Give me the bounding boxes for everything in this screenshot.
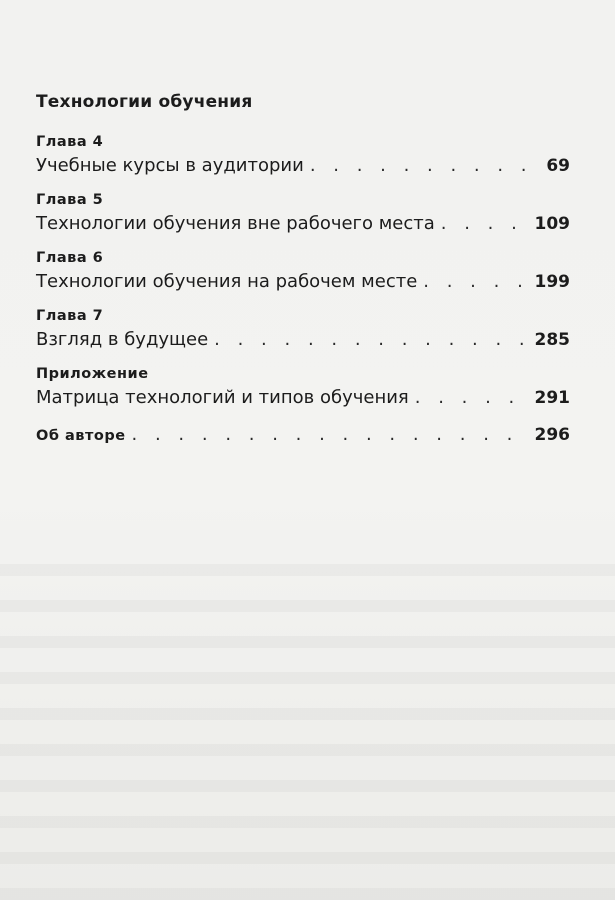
toc-line (36, 213, 570, 234)
toc-entry-about-author (36, 424, 570, 445)
page-number: 296 (534, 425, 570, 445)
toc-line (36, 271, 570, 292)
chapter-title: Взгляд в будущее (36, 329, 209, 350)
page-number: 69 (546, 156, 570, 176)
chapter-label: Глава 6 (36, 250, 104, 266)
dot-leader (132, 424, 529, 445)
chapter-title: Технологии обучения на рабочем месте (36, 271, 418, 292)
toc-entry-chapter-5 (36, 192, 570, 234)
appendix-label: Приложение (36, 366, 149, 382)
dot-leader (423, 271, 528, 292)
dot-leader (441, 213, 529, 234)
bleed-through-text (0, 540, 615, 900)
section-title: Технологии обучения (36, 92, 253, 112)
chapter-label: Глава 4 (36, 134, 104, 150)
dot-leader (310, 155, 541, 176)
dot-leader (415, 387, 529, 408)
toc-line (36, 155, 570, 176)
chapter-title: Технологии обучения вне рабочего места (36, 213, 435, 234)
chapter-label: Глава 7 (36, 308, 104, 324)
toc-entry-appendix (36, 366, 570, 408)
table-of-contents (36, 92, 570, 445)
toc-line (36, 329, 570, 350)
chapter-title: Учебные курсы в аудитории (36, 155, 304, 176)
page-number: 199 (534, 272, 570, 292)
toc-entry-chapter-7 (36, 308, 570, 350)
page-number: 285 (534, 330, 570, 350)
chapter-label: Глава 5 (36, 192, 104, 208)
toc-line (36, 387, 570, 408)
appendix-title: Матрица технологий и типов обучения (36, 387, 409, 408)
toc-entry-chapter-4 (36, 134, 570, 176)
dot-leader (214, 329, 528, 350)
toc-entry-chapter-6 (36, 250, 570, 292)
page-number: 109 (534, 214, 570, 234)
page-number: 291 (534, 388, 570, 408)
about-author-title: Об авторе (36, 428, 126, 444)
